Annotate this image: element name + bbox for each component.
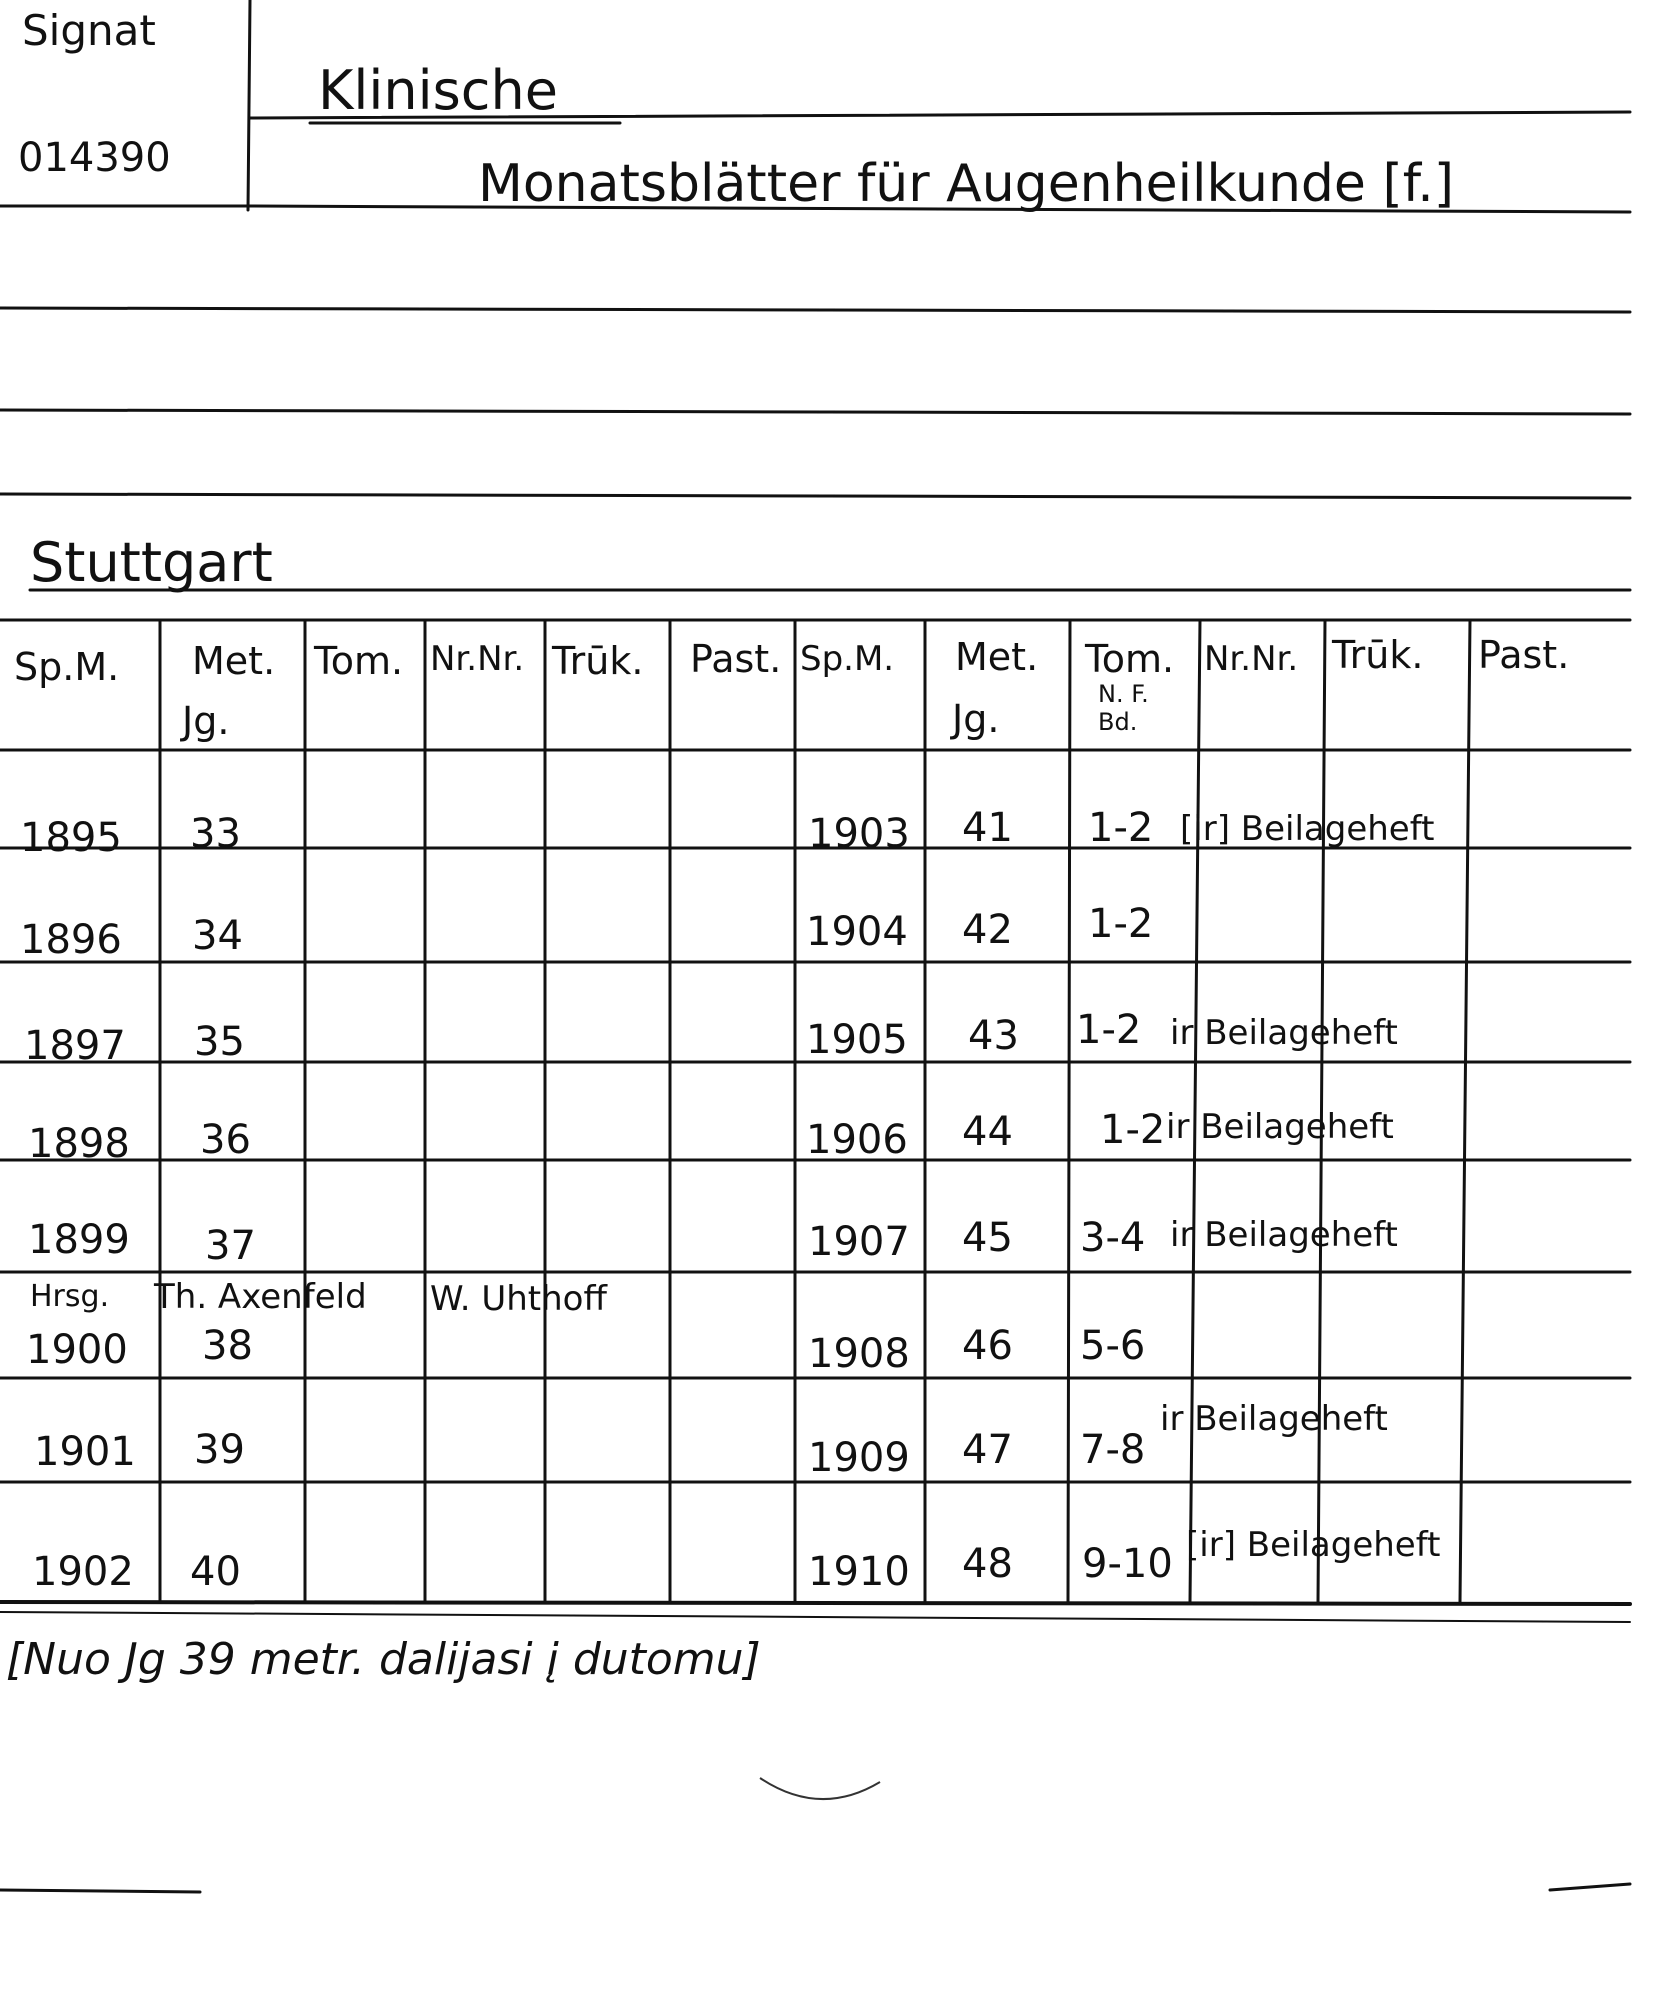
col-header-met-1: Met.: [192, 639, 276, 683]
cell-volume: 44: [962, 1109, 1013, 1155]
cell-year: 1909: [808, 1435, 910, 1481]
cell-supplement: [ir] Beilageheft: [1186, 1525, 1441, 1565]
cell-volume: 46: [962, 1323, 1013, 1369]
cell-volume: 40: [190, 1549, 241, 1595]
footnote: [Nuo Jg 39 metr. dalijasi į dutomu]: [6, 1634, 761, 1685]
editor-name-2: W. Uhthoff: [430, 1279, 607, 1319]
col-header-nf-2: N. F.: [1098, 680, 1149, 708]
cell-year: 1907: [808, 1219, 910, 1265]
cell-volume: 43: [968, 1013, 1019, 1059]
cell-volume: 42: [962, 907, 1013, 953]
signature-number: 014390: [18, 135, 171, 181]
cell-year: 1896: [20, 917, 122, 963]
col-header-spm-1: Sp.M.: [14, 645, 120, 689]
cell-supplement: ir Beilageheft: [1170, 1013, 1398, 1053]
cell-year: 1904: [806, 909, 908, 955]
editor-label: Hrsg.: [30, 1279, 110, 1314]
cell-year: 1900: [26, 1327, 128, 1373]
place: Stuttgart: [30, 531, 273, 594]
col-header-spm-2: Sp.M.: [800, 639, 895, 679]
cell-volume: 36: [200, 1117, 251, 1163]
col-header-bd-2: Bd.: [1098, 708, 1138, 736]
cell-volume: 35: [194, 1019, 245, 1065]
cell-volume: 37: [205, 1223, 256, 1269]
cell-year: 1899: [28, 1217, 130, 1263]
title-line-1: Klinische: [318, 59, 558, 122]
signature-label: Signat: [22, 6, 156, 55]
cell-year: 1897: [24, 1023, 126, 1069]
col-header-tom-2: Tom.: [1085, 637, 1175, 681]
cell-year: 1906: [806, 1117, 908, 1163]
title-line-2: Monatsblätter für Augenheilkunde [f.]: [478, 154, 1455, 214]
cell-volume: 39: [194, 1427, 245, 1473]
cell-supplement: ir Beilageheft: [1170, 1215, 1398, 1255]
cell-year: 1905: [806, 1017, 908, 1063]
col-header-nrnr-1: Nr.Nr.: [430, 639, 525, 679]
cell-tom: 5-6: [1080, 1323, 1146, 1369]
col-header-jg-2: Jg.: [952, 697, 1000, 741]
cell-year: 1901: [34, 1429, 136, 1475]
cell-volume: 47: [962, 1427, 1013, 1473]
cell-year: 1910: [808, 1549, 910, 1595]
cell-tom: 7-8: [1080, 1427, 1146, 1473]
cell-volume: 33: [190, 811, 241, 857]
cell-year: 1903: [808, 811, 910, 857]
col-header-truk-2: Trūk.: [1332, 633, 1424, 677]
col-header-nrnr-2: Nr.Nr.: [1204, 639, 1299, 679]
col-header-past-1: Past.: [690, 637, 782, 681]
col-header-met-2: Met.: [955, 635, 1039, 679]
cell-supplement: ir Beilageheft: [1160, 1399, 1388, 1439]
col-header-jg-1: Jg.: [182, 699, 230, 743]
cell-tom: 3-4: [1080, 1215, 1146, 1261]
cell-tom: 9-10: [1082, 1541, 1173, 1587]
col-header-past-2: Past.: [1478, 633, 1570, 677]
cell-volume: 45: [962, 1215, 1013, 1261]
cell-volume: 38: [202, 1323, 253, 1369]
cell-supplement: [ir] Beilageheft: [1180, 809, 1435, 849]
cell-tom: 1-2: [1088, 901, 1154, 947]
cell-volume: 48: [962, 1541, 1013, 1587]
cell-tom: 1-2: [1076, 1007, 1142, 1053]
col-header-tom-1: Tom.: [314, 639, 404, 683]
cell-year: 1902: [32, 1549, 134, 1595]
col-header-truk-1: Trūk.: [552, 639, 644, 683]
cell-supplement: ir Beilageheft: [1166, 1107, 1394, 1147]
cell-year: 1898: [28, 1121, 130, 1167]
cell-year: 1895: [20, 815, 122, 861]
cell-tom: 1-2: [1100, 1107, 1166, 1153]
cell-tom: 1-2: [1088, 805, 1154, 851]
editor-name-1: Th. Axenfeld: [154, 1277, 367, 1317]
cell-year: 1908: [808, 1331, 910, 1377]
cell-volume: 34: [192, 913, 243, 959]
cell-volume: 41: [962, 805, 1013, 851]
